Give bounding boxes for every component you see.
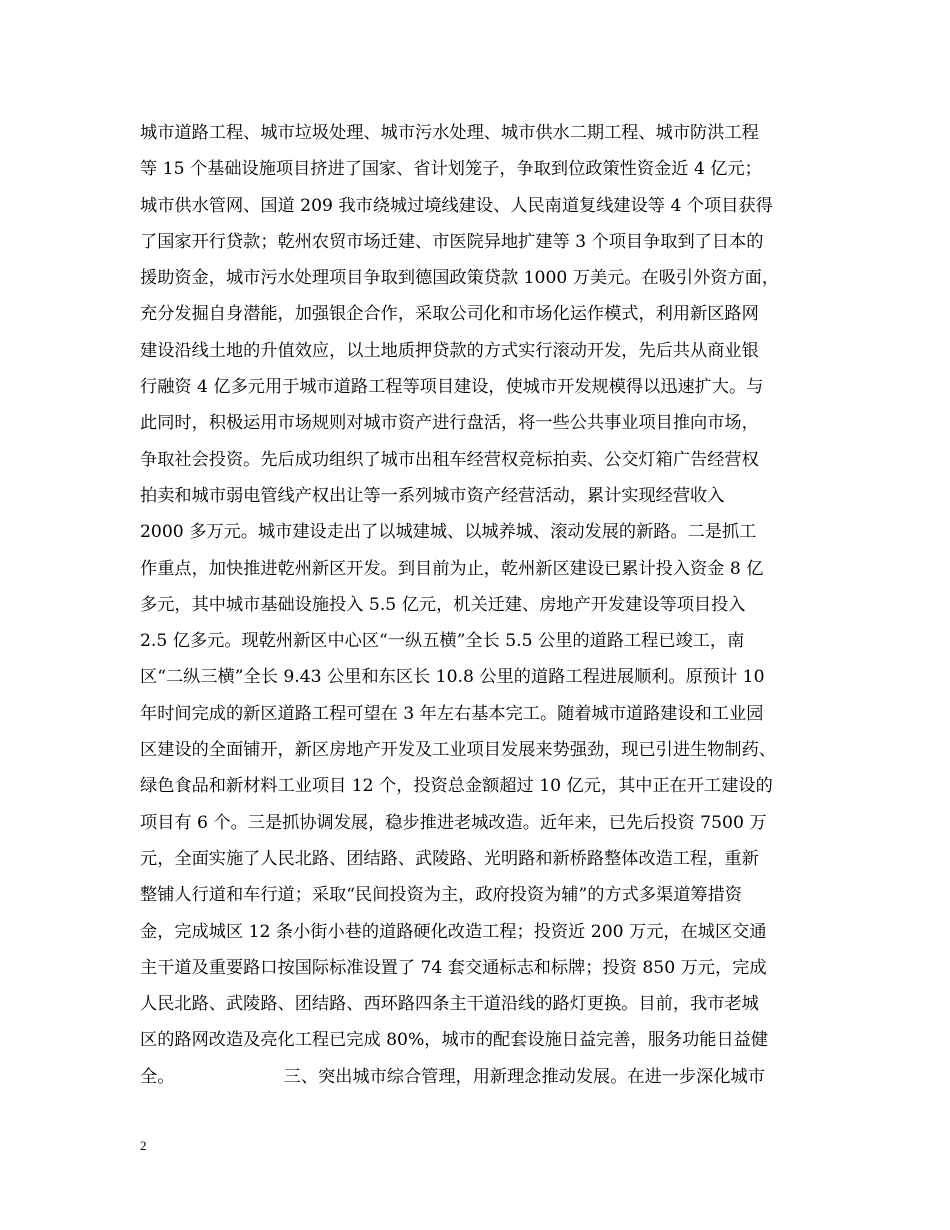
text-line: 整铺人行道和车行道；采取“民间投资为主，政府投资为辅”的方式多渠道筹措资 bbox=[140, 885, 742, 906]
text-line: 2000 多万元。城市建设走出了以城建城、以城养城、滚动发展的新路。二是抓工 bbox=[140, 522, 757, 543]
text-line: 此同时，积极运用市场规则对城市资产进行盘活，将一些公共事业项目推向市场， bbox=[140, 413, 759, 434]
text-line: 了国家开行贷款；乾州农贸市场迁建、市医院异地扩建等 3 个项目争取到了日本的 bbox=[140, 231, 764, 252]
text-line: 2.5 亿多元。现乾州新区中心区“一纵五横”全长 5.5 公里的道路工程已竣工，南 bbox=[140, 631, 745, 652]
text-line: 争取社会投资。先后成功组织了城市出租车经营权竞标拍卖、公交灯箱广告经营权 bbox=[140, 449, 759, 470]
text-line: 元，全面实施了人民北路、团结路、武陵路、光明路和新桥路整体改造工程，重新 bbox=[140, 848, 759, 869]
text-line: 绿色食品和新材料工业项目 12 个，投资总金额超过 10 亿元，其中正在开工建设的 bbox=[140, 776, 773, 797]
text-line: 人民北路、武陵路、团结路、西环路四条主干道沿线的路灯更换。目前，我市老城 bbox=[140, 994, 759, 1015]
text-line: 拍卖和城市弱电管线产权出让等一系列城市资产经营活动，累计实现经营收入 bbox=[140, 485, 725, 506]
text-line: 主干道及重要路口按国际标准设置了 74 套交通标志和标牌；投资 850 万元，完成 bbox=[140, 957, 767, 978]
text-line: 城市供水管网、国道 209 我市绕城过境线建设、人民南道复线建设等 4 个项目获得 bbox=[140, 195, 773, 216]
text-line: 区“二纵三横”全长 9.43 公里和东区长 10.8 公里的道路工程进展顺利。原预计 10 bbox=[140, 667, 765, 688]
text-line: 充分发掘自身潜能，加强银企合作，采取公司化和市场化运作模式，利用新区路网 bbox=[140, 304, 759, 325]
text-line: 区建设的全面铺开，新区房地产开发及工业项目发展来势强劲，现已引进生物制药、 bbox=[140, 740, 776, 761]
text-line: 全。 三、突出城市综合管理，用新理念推动发展。在进一步深化城市 bbox=[140, 1066, 765, 1087]
text-line: 等 15 个基础设施项目挤进了国家、省计划笼子，争取到位政策性资金近 4 亿元； bbox=[140, 159, 762, 180]
text-line: 行融资 4 亿多元用于城市道路工程等项目建设，使城市开发规模得以迅速扩大。与 bbox=[140, 377, 764, 398]
text-line: 项目有 6 个。三是抓协调发展，稳步推进老城改造。近年来，已先后投资 7500 万 bbox=[140, 812, 767, 833]
text-line: 多元，其中城市基础设施投入 5.5 亿元，机关迁建、房地产开发建设等项目投入 bbox=[140, 594, 746, 615]
text-line: 年时间完成的新区道路工程可望在 3 年左右基本完工。随着城市道路建设和工业园 bbox=[140, 703, 764, 724]
text-line: 城市道路工程、城市垃圾处理、城市污水处理、城市供水二期工程、城市防洪工程 bbox=[140, 123, 759, 143]
text-line: 区的路网改造及亮化工程已完成 80%，城市的配套设施日益完善，服务功能日益健 bbox=[140, 1030, 769, 1051]
page-number: 2 bbox=[140, 1138, 147, 1153]
text-line: 援助资金，城市污水处理项目争取到德国政策贷款 1000 万美元。在吸引外资方面， bbox=[140, 268, 780, 289]
text-line: 建设沿线土地的升值效应，以土地质押贷款的方式实行滚动开发，先后共从商业银 bbox=[140, 340, 759, 361]
text-line: 金，完成城区 12 条小街小巷的道路硬化改造工程；投资近 200 万元，在城区交通 bbox=[140, 921, 767, 942]
body-text bbox=[140, 115, 820, 1095]
text-line: 作重点，加快推进乾州新区开发。到目前为止，乾州新区建设已累计投入资金 8 亿 bbox=[140, 558, 764, 579]
